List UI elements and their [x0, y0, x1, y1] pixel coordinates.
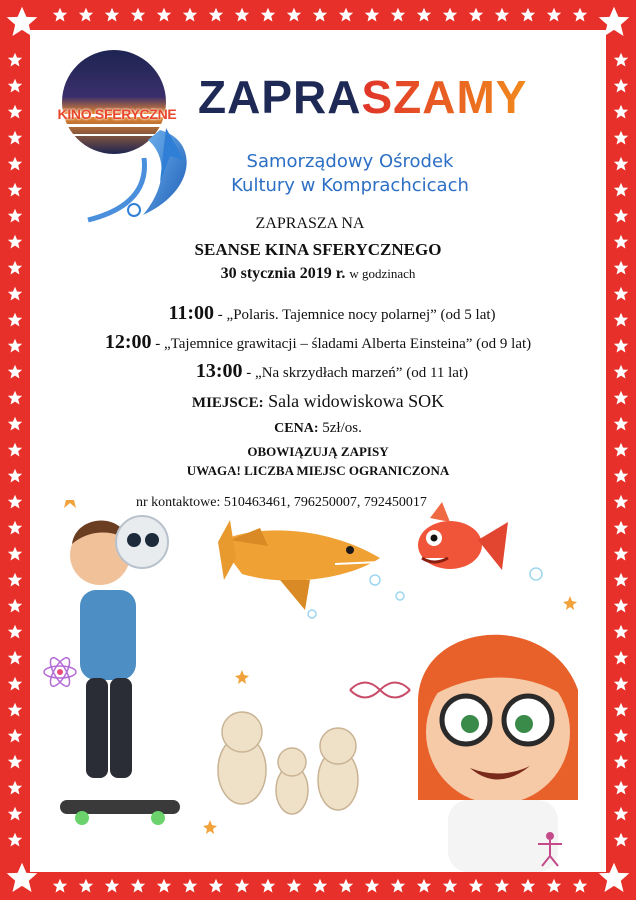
border-star-icon — [469, 8, 483, 22]
border-star-icon — [614, 183, 628, 197]
border-star-icon — [8, 521, 22, 535]
border-star-icon — [235, 8, 249, 22]
border-star-icon — [614, 521, 628, 535]
headline-part-1: ZAPRA — [198, 71, 362, 123]
border-star-icon — [8, 105, 22, 119]
border-star-icon — [105, 879, 119, 893]
border-star-icon — [8, 599, 22, 613]
border-star-icon — [614, 755, 628, 769]
schedule-sep: - — [242, 365, 256, 381]
schedule-sep: - — [151, 336, 164, 352]
border-star-icon — [287, 879, 301, 893]
event-title: SEANSE KINA SFERYCZNEGO — [194, 240, 442, 259]
border-star-icon — [8, 131, 22, 145]
border-star-icon — [547, 879, 561, 893]
border-star-icon — [8, 703, 22, 717]
border-star-icon — [8, 365, 22, 379]
border-star-icon — [235, 879, 249, 893]
organizer-line-2: Kultury w Komprachcicach — [231, 175, 469, 196]
border-star-icon — [209, 879, 223, 893]
border-star-icon — [417, 8, 431, 22]
border-star-icon — [614, 495, 628, 509]
border-star-icon — [573, 879, 587, 893]
girl-glasses-character — [418, 635, 578, 872]
border-star-icon — [417, 879, 431, 893]
schedule-title: „Polaris. Tajemnice nocy polarnej” (od 5 lat) — [226, 307, 496, 323]
schedule-time: 13:00 — [195, 360, 243, 382]
border-star-icon — [105, 8, 119, 22]
border-star-icon — [339, 879, 353, 893]
schedule-time: 12:00 — [104, 331, 152, 353]
price-value: 5zł/os. — [322, 420, 362, 436]
border-star-icon — [614, 625, 628, 639]
border-star-icon — [614, 651, 628, 665]
border-star-icon — [614, 53, 628, 67]
border-star-icon — [614, 417, 628, 431]
border-star-icon — [261, 8, 275, 22]
schedule-sep: - — [214, 307, 227, 323]
border-star-icon — [614, 573, 628, 587]
border-star-icon — [8, 547, 22, 561]
border-star-icon — [157, 8, 171, 22]
border-star-icon — [79, 879, 93, 893]
border-star-icon — [391, 8, 405, 22]
border-star-icon — [614, 677, 628, 691]
dna-icon — [350, 683, 410, 698]
border-star-icon — [157, 879, 171, 893]
border-star-icon — [614, 287, 628, 301]
border-star-icon — [287, 8, 301, 22]
border-star-icon — [131, 8, 145, 22]
border-star-icon — [614, 79, 628, 93]
atom-icon — [44, 655, 76, 689]
headline-part-2: SZAMY — [361, 71, 528, 123]
border-star-icon — [8, 469, 22, 483]
boy-skateboard-character — [60, 516, 180, 825]
border-star-icon — [614, 339, 628, 353]
border-star-icon — [614, 547, 628, 561]
border-star-icon — [183, 8, 197, 22]
border-star-icon — [8, 417, 22, 431]
border-star-icon — [8, 157, 22, 171]
border-star-icon — [614, 807, 628, 821]
organizer-line-1: Samorządowy Ośrodek — [246, 151, 454, 172]
border-star-icon — [8, 391, 22, 405]
border-star-icon — [573, 8, 587, 22]
border-star-icon — [614, 157, 628, 171]
border-star-icon — [8, 313, 22, 327]
date-suffix: w godzinach — [349, 266, 416, 281]
border-star-icon — [53, 8, 67, 22]
schedule-title: „Na skrzydłach marzeń” (od 11 lat) — [255, 365, 469, 381]
schedule-item — [44, 360, 620, 383]
organizer-name — [210, 150, 490, 198]
red-fish-character — [418, 502, 508, 570]
price-label: CENA: — [274, 421, 319, 436]
border-star-icon — [8, 625, 22, 639]
border-star-icon — [614, 781, 628, 795]
border-star-icon — [261, 879, 275, 893]
border-star-icon — [547, 8, 561, 22]
border-star-icon — [8, 573, 22, 587]
border-star-icon — [614, 599, 628, 613]
border-star-icon — [469, 879, 483, 893]
border-star-icon — [79, 8, 93, 22]
border-star-icon — [8, 495, 22, 509]
border-star-icon — [8, 209, 22, 223]
event-place — [60, 391, 576, 412]
mice-characters — [218, 712, 358, 814]
border-star-icon — [313, 879, 327, 893]
border-star-icon — [8, 79, 22, 93]
border-star-icon — [209, 8, 223, 22]
border-star-icon — [8, 443, 22, 457]
event-price — [60, 420, 576, 437]
border-star-icon — [614, 105, 628, 119]
border-star-icon — [8, 729, 22, 743]
schedule-item — [44, 302, 620, 325]
border-star-icon — [8, 287, 22, 301]
border-star-icon — [365, 8, 379, 22]
border-star-icon — [443, 8, 457, 22]
cartoon-illustration — [30, 500, 606, 872]
date-main: 30 stycznia 2019 r. — [220, 265, 346, 282]
border-star-icon — [614, 703, 628, 717]
border-star-icon — [614, 261, 628, 275]
shark-character — [218, 520, 380, 610]
place-label: MIEJSCE: — [191, 395, 264, 411]
border-star-icon — [495, 879, 509, 893]
border-star-icon — [521, 8, 535, 22]
border-star-icon — [8, 261, 22, 275]
border-star-icon — [8, 677, 22, 691]
border-star-icon — [521, 879, 535, 893]
border-star-icon — [8, 833, 22, 847]
schedule-title: „Tajemnice grawitacji – śladami Alberta Einsteina” (od 9 lat) — [164, 336, 532, 352]
border-star-icon — [53, 879, 67, 893]
border-star-icon — [8, 235, 22, 249]
border-star-icon — [495, 8, 509, 22]
border-star-icon — [8, 755, 22, 769]
bubbles-icon — [308, 568, 542, 618]
border-star-icon — [8, 339, 22, 353]
kino-sferyczne-logo — [48, 50, 188, 225]
limited-seats-notice: UWAGA! LICZBA MIEJSC OGRANICZONA — [186, 463, 450, 478]
border-star-icon — [614, 391, 628, 405]
border-star-icon — [8, 651, 22, 665]
border-star-icon — [391, 879, 405, 893]
logo-text: KINO SFERYCZNE — [57, 106, 177, 122]
border-star-icon — [131, 879, 145, 893]
border-star-icon — [8, 183, 22, 197]
schedule-item — [30, 331, 606, 354]
border-star-icon — [614, 729, 628, 743]
border-star-icon — [365, 879, 379, 893]
border-star-icon — [614, 833, 628, 847]
border-star-icon — [8, 781, 22, 795]
headline-title — [198, 70, 598, 124]
border-star-icon — [443, 879, 457, 893]
border-star-icon — [339, 8, 353, 22]
border-star-icon — [614, 131, 628, 145]
border-star-icon — [8, 53, 22, 67]
place-value: Sala widowiskowa SOK — [268, 391, 445, 411]
registration-notice: OBOWIĄZUJĄ ZAPISY — [247, 444, 389, 459]
schedule-time: 11:00 — [168, 302, 215, 324]
event-date — [60, 265, 576, 283]
border-star-icon — [183, 879, 197, 893]
border-star-icon — [614, 443, 628, 457]
border-star-icon — [614, 209, 628, 223]
contact-numbers: nr kontaktowe: 510463461, 796250007, 792450017 — [136, 495, 427, 510]
border-star-icon — [8, 807, 22, 821]
border-star-icon — [313, 8, 327, 22]
border-star-icon — [614, 235, 628, 249]
border-star-icon — [614, 469, 628, 483]
intro-text: ZAPRASZA NA — [255, 215, 365, 232]
